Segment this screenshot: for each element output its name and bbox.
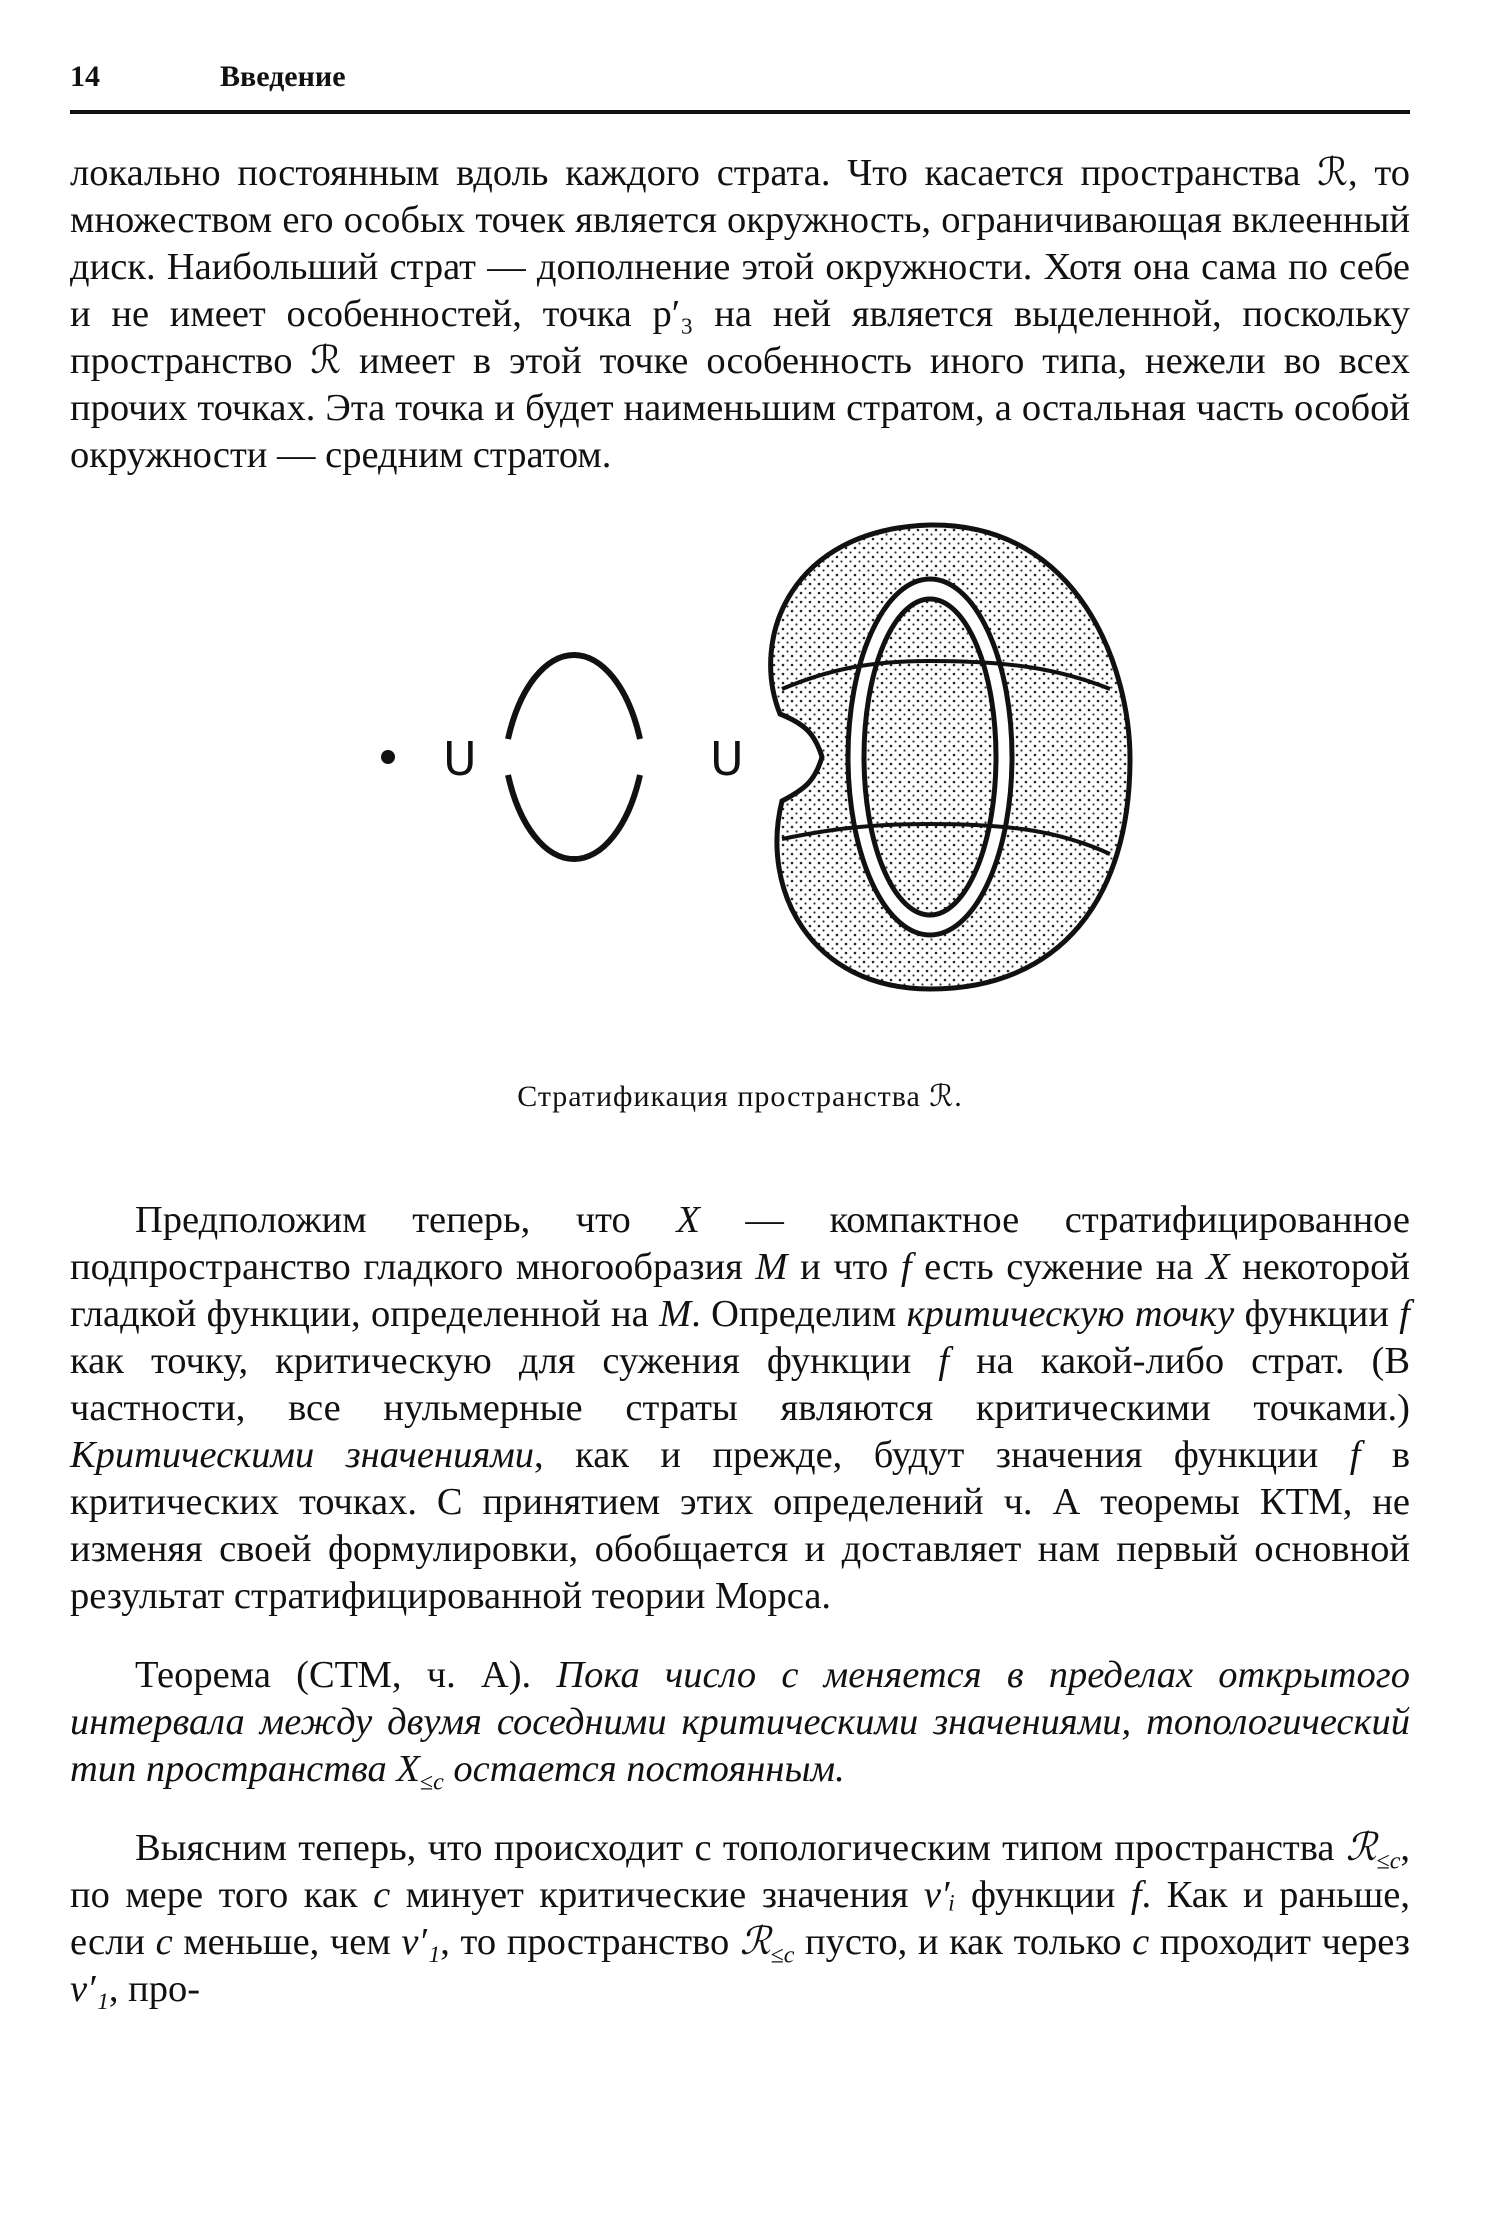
page [70, 60, 1410, 2013]
paragraph-2: Предположим теперь, что X — компактное стратифицированное подпространство гладкого многообразия M и что f есть сужение на X некоторой гладкой функции, определенной на M. Определим критическую точку функции f как точку, критическую для сужения функции f на какой-либо страт. (В частности, все нульмерные страты являются критическими точками.) Критическими значениями, как и прежде, будут значения функции f в критических точках. С принятием этих определений ч. А теоремы КТМ, не изменяя своей формулировки, обобщается и доставляет нам первый основной результат стратифицированной теории Морса. [70, 1199, 1410, 1617]
theorem-label: Теорема [135, 1654, 271, 1696]
page-number: 14 [70, 60, 100, 93]
figure-drawing [70, 519, 1410, 1159]
stratification-figure [70, 519, 1410, 1159]
term-critical-values: Критическими значениями [70, 1434, 535, 1476]
glued-disk-inner [864, 599, 996, 915]
union-symbol-1: U [443, 732, 477, 786]
paragraph-1: локально постоянным вдоль каждого страта. Что касается пространства ℛ, то множеством его особых точек является окружность, ограничивающая вклеенный диск. Наибольший страт — дополнение этой окружности. Хотя она сама по себе и не имеет особенностей, точка p′₃ на ней является выделенной, поскольку пространство ℛ имеет в этой точке особенность иного типа, нежели во всех прочих точках. Эта точка и будет наименьшим стратом, а остальная часть особой окружности — средним стратом. [70, 152, 1410, 476]
figure-caption: Стратификация пространства ℛ. [517, 1080, 963, 1113]
open-circle-stratum [508, 655, 640, 739]
term-critical-point: критическую точку [906, 1293, 1235, 1335]
header-rule [70, 110, 1410, 114]
theorem-stm-a: Теорема (СТМ, ч. А). Пока число c меняется в пределах открытого интервала между двумя соседними критическими значениями, топологический тип пространства $X_{\le c}$ остается постоянным. [70, 1654, 1410, 1796]
union-symbol-2: U [710, 732, 744, 786]
paragraph-3: Выясним теперь, что происходит с топологическим типом пространства ℛ$_{\le c}$, по мере того как c минует критические значения v′ᵢ функции f. Как и раньше, если c меньше, чем v′₁, то пространство ℛ$_{\le c}$ пусто, и как только c проходит через v′₁, про- [70, 1827, 1411, 2010]
open-circle-stratum-lower [508, 775, 640, 859]
chapter-title: Введение [220, 60, 346, 93]
point-stratum [381, 750, 395, 764]
running-header [70, 60, 1410, 104]
